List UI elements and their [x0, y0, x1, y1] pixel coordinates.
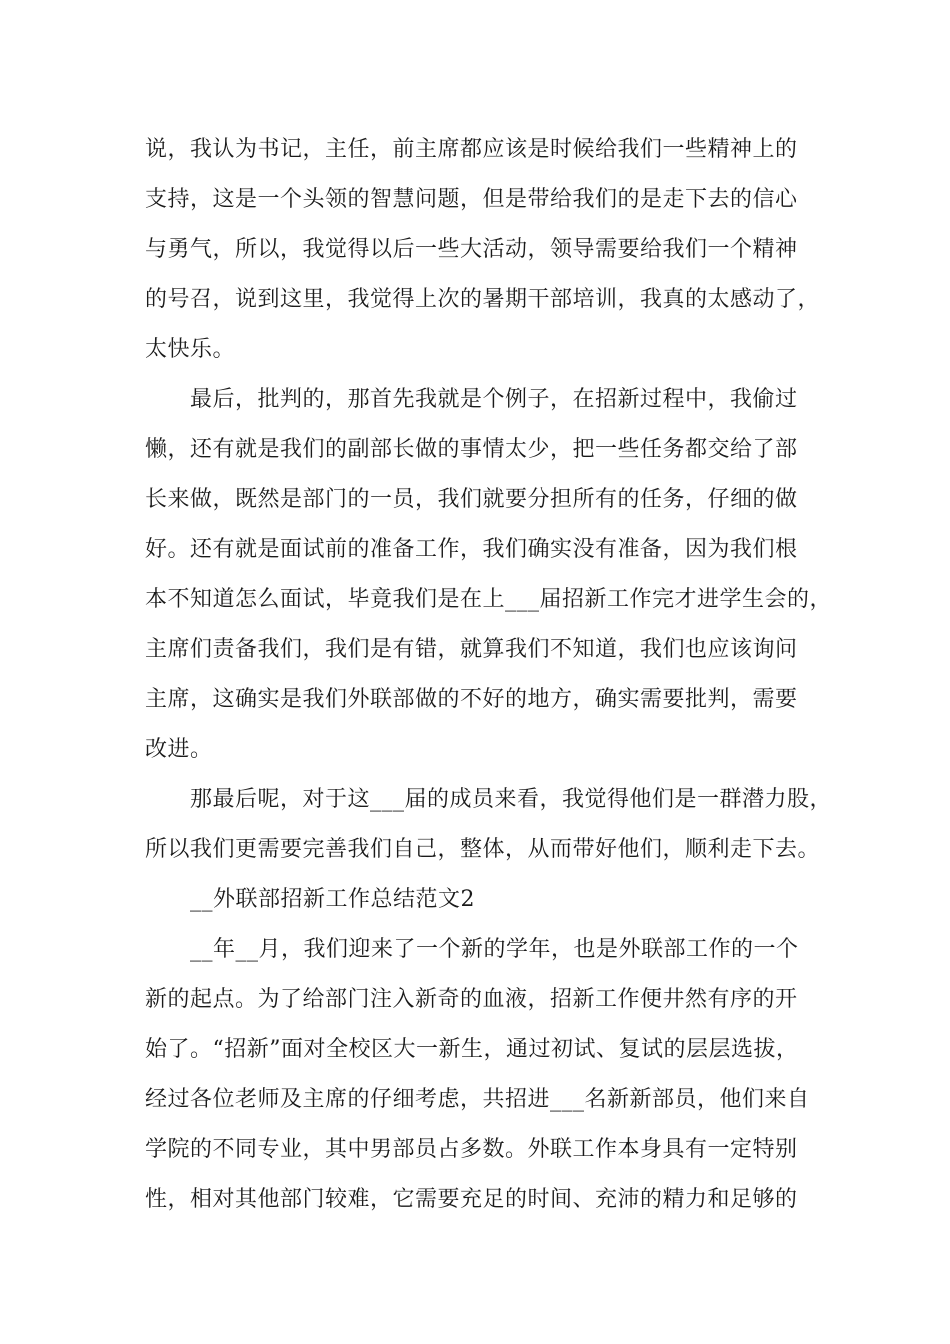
text-line: 懒，还有就是我们的副部长做的事情太少，把一些任务都交给了部 — [145, 437, 798, 462]
text-line: 好。还有就是面试前的准备工作，我们确实没有准备，因为我们根 — [145, 537, 798, 562]
paragraph-start-line: 最后，批判的，那首先我就是个例子，在招新过程中，我偷过 — [190, 387, 798, 412]
text-line: 的号召，说到这里，我觉得上次的暑期干部培训，我真的太感动了， — [145, 287, 821, 312]
text-line: 新的起点。为了给部门注入新奇的血液，招新工作便井然有序的开 — [145, 987, 798, 1012]
text-line: 性，相对其他部门较难，它需要充足的时间、充沛的精力和足够的 — [145, 1187, 798, 1212]
text-line: 长来做，既然是部门的一员，我们就要分担所有的任务，仔细的做 — [145, 487, 798, 512]
text-line: 经过各位老师及主席的仔细考虑，共招进___名新新部员，他们来自 — [145, 1087, 810, 1112]
text-line: 说，我认为书记，主任，前主席都应该是时候给我们一些精神上的 — [145, 137, 798, 162]
text-line: 所以我们更需要完善我们自己，整体，从而带好他们，顺利走下去。 — [145, 837, 821, 862]
text-line: 主席们责备我们，我们是有错，就算我们不知道，我们也应该询问 — [145, 637, 798, 662]
section-heading: __外联部招新工作总结范文2 — [190, 887, 475, 912]
text-line: 改进。 — [145, 737, 213, 762]
paragraph-start-line: 那最后呢，对于这___届的成员来看，我觉得他们是一群潜力股， — [190, 787, 833, 812]
text-line: 主席，这确实是我们外联部做的不好的地方，确实需要批判，需要 — [145, 687, 798, 712]
paragraph-start-line: __年__月，我们迎来了一个新的学年，也是外联部工作的一个 — [190, 937, 799, 962]
text-line: 支持，这是一个头领的智慧问题，但是带给我们的是走下去的信心 — [145, 187, 798, 212]
text-line: 太快乐。 — [145, 337, 236, 362]
text-line: 始了。“招新”面对全校区大一新生，通过初试、复试的层层选拔， — [145, 1037, 799, 1062]
text-line: 本不知道怎么面试，毕竟我们是在上___届招新工作完才进学生会的， — [145, 587, 833, 612]
text-line: 与勇气，所以，我觉得以后一些大活动，领导需要给我们一个精神 — [145, 237, 798, 262]
text-line: 学院的不同专业，其中男部员占多数。外联工作本身具有一定特别 — [145, 1137, 798, 1162]
